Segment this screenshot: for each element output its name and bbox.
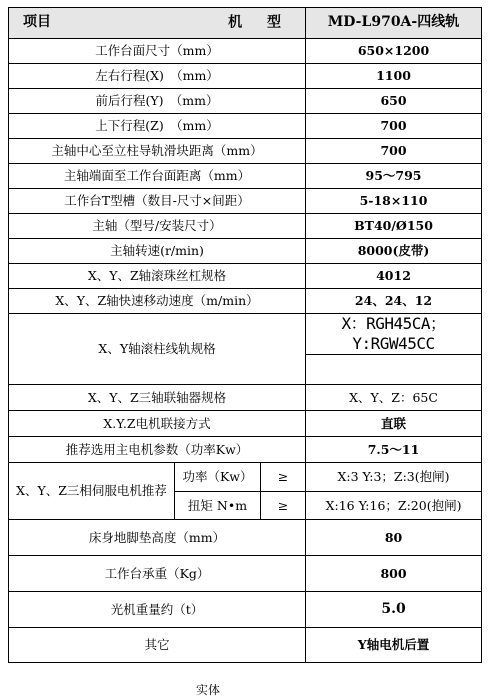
row-value: 5-18×110 xyxy=(306,189,482,214)
table-row xyxy=(9,437,482,463)
table-row xyxy=(9,139,482,164)
header-model-label: 机 型 xyxy=(228,14,292,31)
row-value-empty xyxy=(306,355,482,385)
row-label: X.Y.Z电机联接方式 xyxy=(9,411,306,437)
row-value: 650 xyxy=(306,89,482,114)
table-row xyxy=(9,289,482,314)
row-label: 主轴中心至立柱导轨滑块距离（mm） xyxy=(9,139,306,164)
header-label-cell xyxy=(9,8,306,39)
row-value: 24、24、12 xyxy=(306,289,482,314)
servo-power-sym: ≥ xyxy=(261,463,306,492)
servo-power-label: 功率（Kw） xyxy=(175,463,261,492)
row-value: 4012 xyxy=(306,264,482,289)
row-value: 700 xyxy=(306,114,482,139)
row-value: 直联 xyxy=(306,411,482,437)
servo-torque-sym: ≥ xyxy=(261,492,306,520)
row-value: 95～795 xyxy=(306,164,482,189)
row-value: 1100 xyxy=(306,64,482,89)
row-label: 工作台面尺寸（mm） xyxy=(9,39,306,64)
row-label: 主轴（型号/安装尺寸） xyxy=(9,214,306,239)
row-value: 650×1200 xyxy=(306,39,482,64)
row-label: 主轴端面至工作台面距离（mm） xyxy=(9,164,306,189)
row-label: 工作台承重（Kg） xyxy=(9,556,306,592)
row-value: X：RGH45CA；Y:RGW45CC xyxy=(306,314,482,355)
row-label: 上下行程(Z) （mm） xyxy=(9,114,306,139)
servo-torque-label: 扭矩 N•m xyxy=(175,492,261,520)
header-row xyxy=(9,8,482,39)
row-label: 其它 xyxy=(9,628,306,663)
table-row xyxy=(9,164,482,189)
table-row xyxy=(9,89,482,114)
table-row xyxy=(9,592,482,628)
row-value: Y轴电机后置 xyxy=(306,628,482,663)
table-row xyxy=(9,385,482,411)
row-label: 光机重量约（t） xyxy=(9,592,306,628)
row-label: 前后行程(Y) （mm） xyxy=(9,89,306,114)
table-row xyxy=(9,189,482,214)
row-label: 推荐选用主电机参数（功率Kw） xyxy=(9,437,306,463)
row-label: 工作台T型槽（数目-尺寸×间距） xyxy=(9,189,306,214)
row-value: 700 xyxy=(306,139,482,164)
table-row xyxy=(9,239,482,264)
table-row xyxy=(9,556,482,592)
row-value: 800 xyxy=(306,556,482,592)
row-value: 8000(皮带) xyxy=(306,239,482,264)
row-label: 主轴转速(r/min) xyxy=(9,239,306,264)
row-label: X、Y、Z三轴联轴器规格 xyxy=(9,385,306,411)
table-row xyxy=(9,264,482,289)
row-value: BT40/Ø150 xyxy=(306,214,482,239)
table-row xyxy=(9,628,482,663)
servo-label: X、Y、Z三相伺服电机推荐 xyxy=(9,463,175,520)
servo-torque-value: X:16 Y:16；Z:20(抱闸) xyxy=(306,492,482,520)
table-row xyxy=(9,214,482,239)
row-value: X、Y、Z：65C xyxy=(306,385,482,411)
table-row-servo-power xyxy=(9,463,482,492)
table-row xyxy=(9,411,482,437)
row-label: X、Y、Z轴滚珠丝杠规格 xyxy=(9,264,306,289)
row-label: 床身地脚垫高度（mm） xyxy=(9,520,306,556)
row-label: X、Y轴滚柱线轨规格 xyxy=(9,314,306,385)
table-row xyxy=(9,64,482,89)
table-row xyxy=(9,114,482,139)
spec-table xyxy=(8,7,482,663)
row-value: 80 xyxy=(306,520,482,556)
footer-text: 实体 xyxy=(196,683,221,697)
row-label: 左右行程(X) （mm） xyxy=(9,64,306,89)
row-value: 5.0 xyxy=(306,592,482,628)
header-model-value: MD-L970A-四线轨 xyxy=(306,8,482,39)
table-row xyxy=(9,39,482,64)
servo-power-value: X:3 Y:3；Z:3(抱闸) xyxy=(306,463,482,492)
row-label: X、Y、Z轴快速移动速度（m/min） xyxy=(9,289,306,314)
row-value: 7.5～11 xyxy=(306,437,482,463)
table-row-linear-guide xyxy=(9,314,482,355)
header-item-label: 项目 xyxy=(23,14,51,31)
table-row xyxy=(9,520,482,556)
